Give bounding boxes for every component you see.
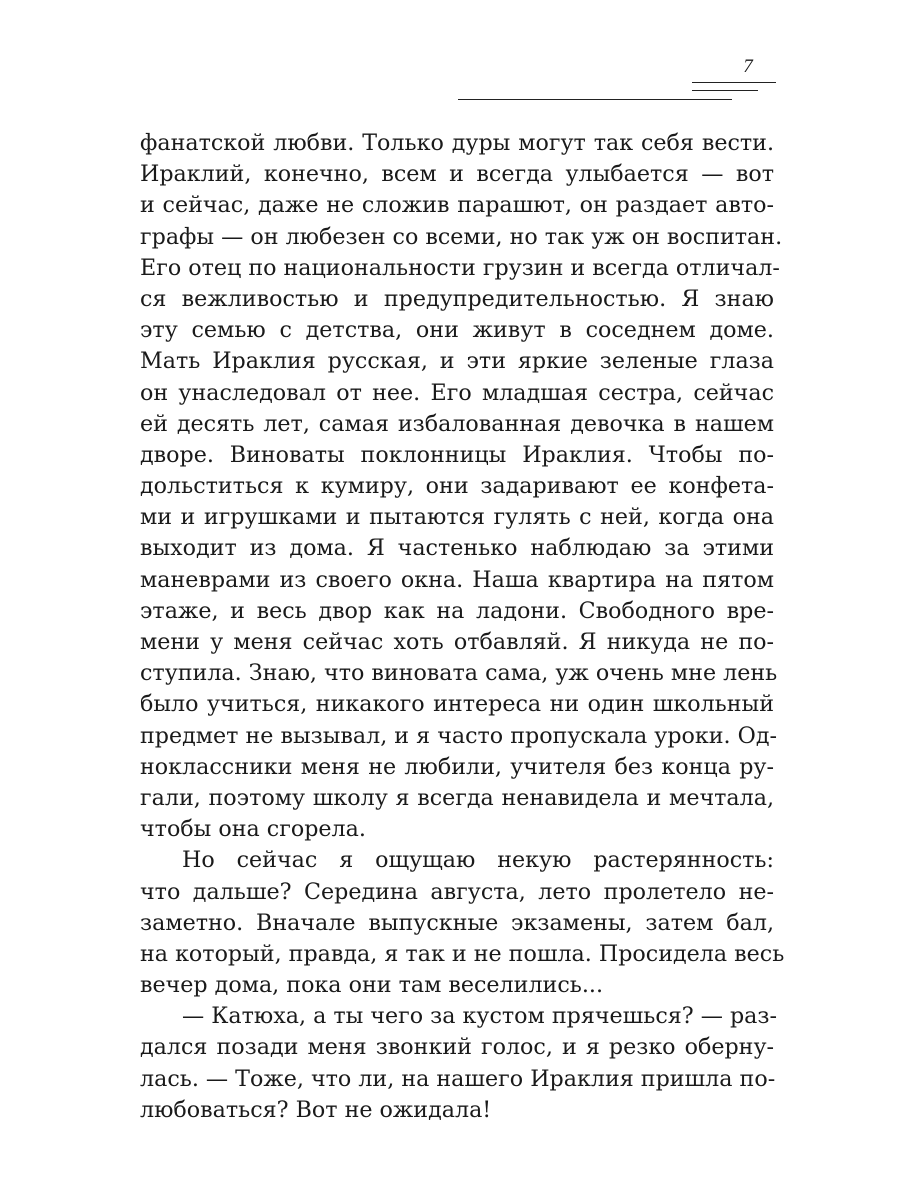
body-text [140, 128, 785, 1126]
header-rule-middle [692, 90, 758, 91]
paragraph [140, 845, 785, 1001]
text-line: Мать Ираклия русская, и эти яркие зеленые глаза [140, 348, 774, 375]
text-line: лась. — Тоже, что ли, на нашего Ираклия пришла по- [140, 1065, 776, 1092]
text-line: чтобы она сгорела. [140, 816, 366, 843]
text-line: ся вежливостью и предупредительностью. Я знаю [140, 285, 774, 312]
text-line: он унаследовал от нее. Его младшая сестра, сейчас [140, 379, 774, 406]
text-line: дворе. Виноваты поклонницы Ираклия. Чтобы по- [140, 441, 774, 468]
text-line: предмет не вызывал, и я часто пропускала уроки. Од- [140, 722, 778, 749]
text-line: дольститься к кумиру, они задаривают ее конфета- [140, 473, 774, 500]
text-line: выходит из дома. Я частенько наблюдаю за этими [140, 535, 774, 562]
text-line: на который, правда, я так и не пошла. Просидела весь [140, 940, 785, 967]
text-line: ей десять лет, самая избалованная девочка в нашем [140, 410, 774, 437]
text-line: фанатской любви. Только дуры могут так себя вести. [140, 130, 774, 156]
page-number: 7 [743, 56, 753, 77]
paragraph [140, 128, 783, 845]
text-line: ноклассники меня не любили, учителя без конца ру- [140, 753, 774, 780]
text-line: дался позади меня звонкий голос, и я резко оберну- [140, 1034, 774, 1061]
text-line: маневрами из своего окна. Наша квартира на пятом [140, 566, 774, 593]
text-line: вечер дома, пока они там веселились... [140, 972, 603, 999]
header-rule-long [458, 99, 732, 100]
text-line: эту семью с детства, они живут в соседнем доме. [140, 317, 774, 344]
text-line: гали, поэтому школу я всегда ненавидела и мечтала, [140, 784, 774, 811]
text-line: этаже, и весь двор как на ладони. Свободного вре- [140, 597, 774, 624]
text-line: было учиться, никакого интереса ни один школьный [140, 691, 774, 718]
paragraph [140, 1001, 777, 1126]
text-line: Ираклий, конечно, всем и всегда улыбается — вот [140, 161, 774, 188]
text-line: — Катюха, а ты чего за кустом прячешься? — раз- [182, 1003, 777, 1030]
text-line: любоваться? Вот не ожидала! [140, 1096, 492, 1123]
text-line: Его отец по национальности грузин и всегда отличал- [140, 254, 780, 281]
text-line: мени у меня сейчас хоть отбавляй. Я никуда не по- [140, 629, 774, 655]
text-line: заметно. Вначале выпускные экзамены, затем бал, [140, 909, 774, 936]
text-line: ступила. Знаю, что виновата сама, уж очень мне лень [140, 660, 778, 687]
text-line: и сейчас, даже не сложив парашют, он раздает авто- [140, 192, 774, 219]
text-line: Но сейчас я ощущаю некую растерянность: [182, 847, 774, 874]
text-line: графы — он любезен со всеми, но так уж он воспитан. [140, 223, 783, 250]
text-line: что дальше? Середина августа, лето пролетело не- [140, 878, 774, 905]
text-line: ми и игрушками и пытаются гулять с ней, когда она [140, 504, 774, 531]
header-rule-top [692, 82, 776, 83]
